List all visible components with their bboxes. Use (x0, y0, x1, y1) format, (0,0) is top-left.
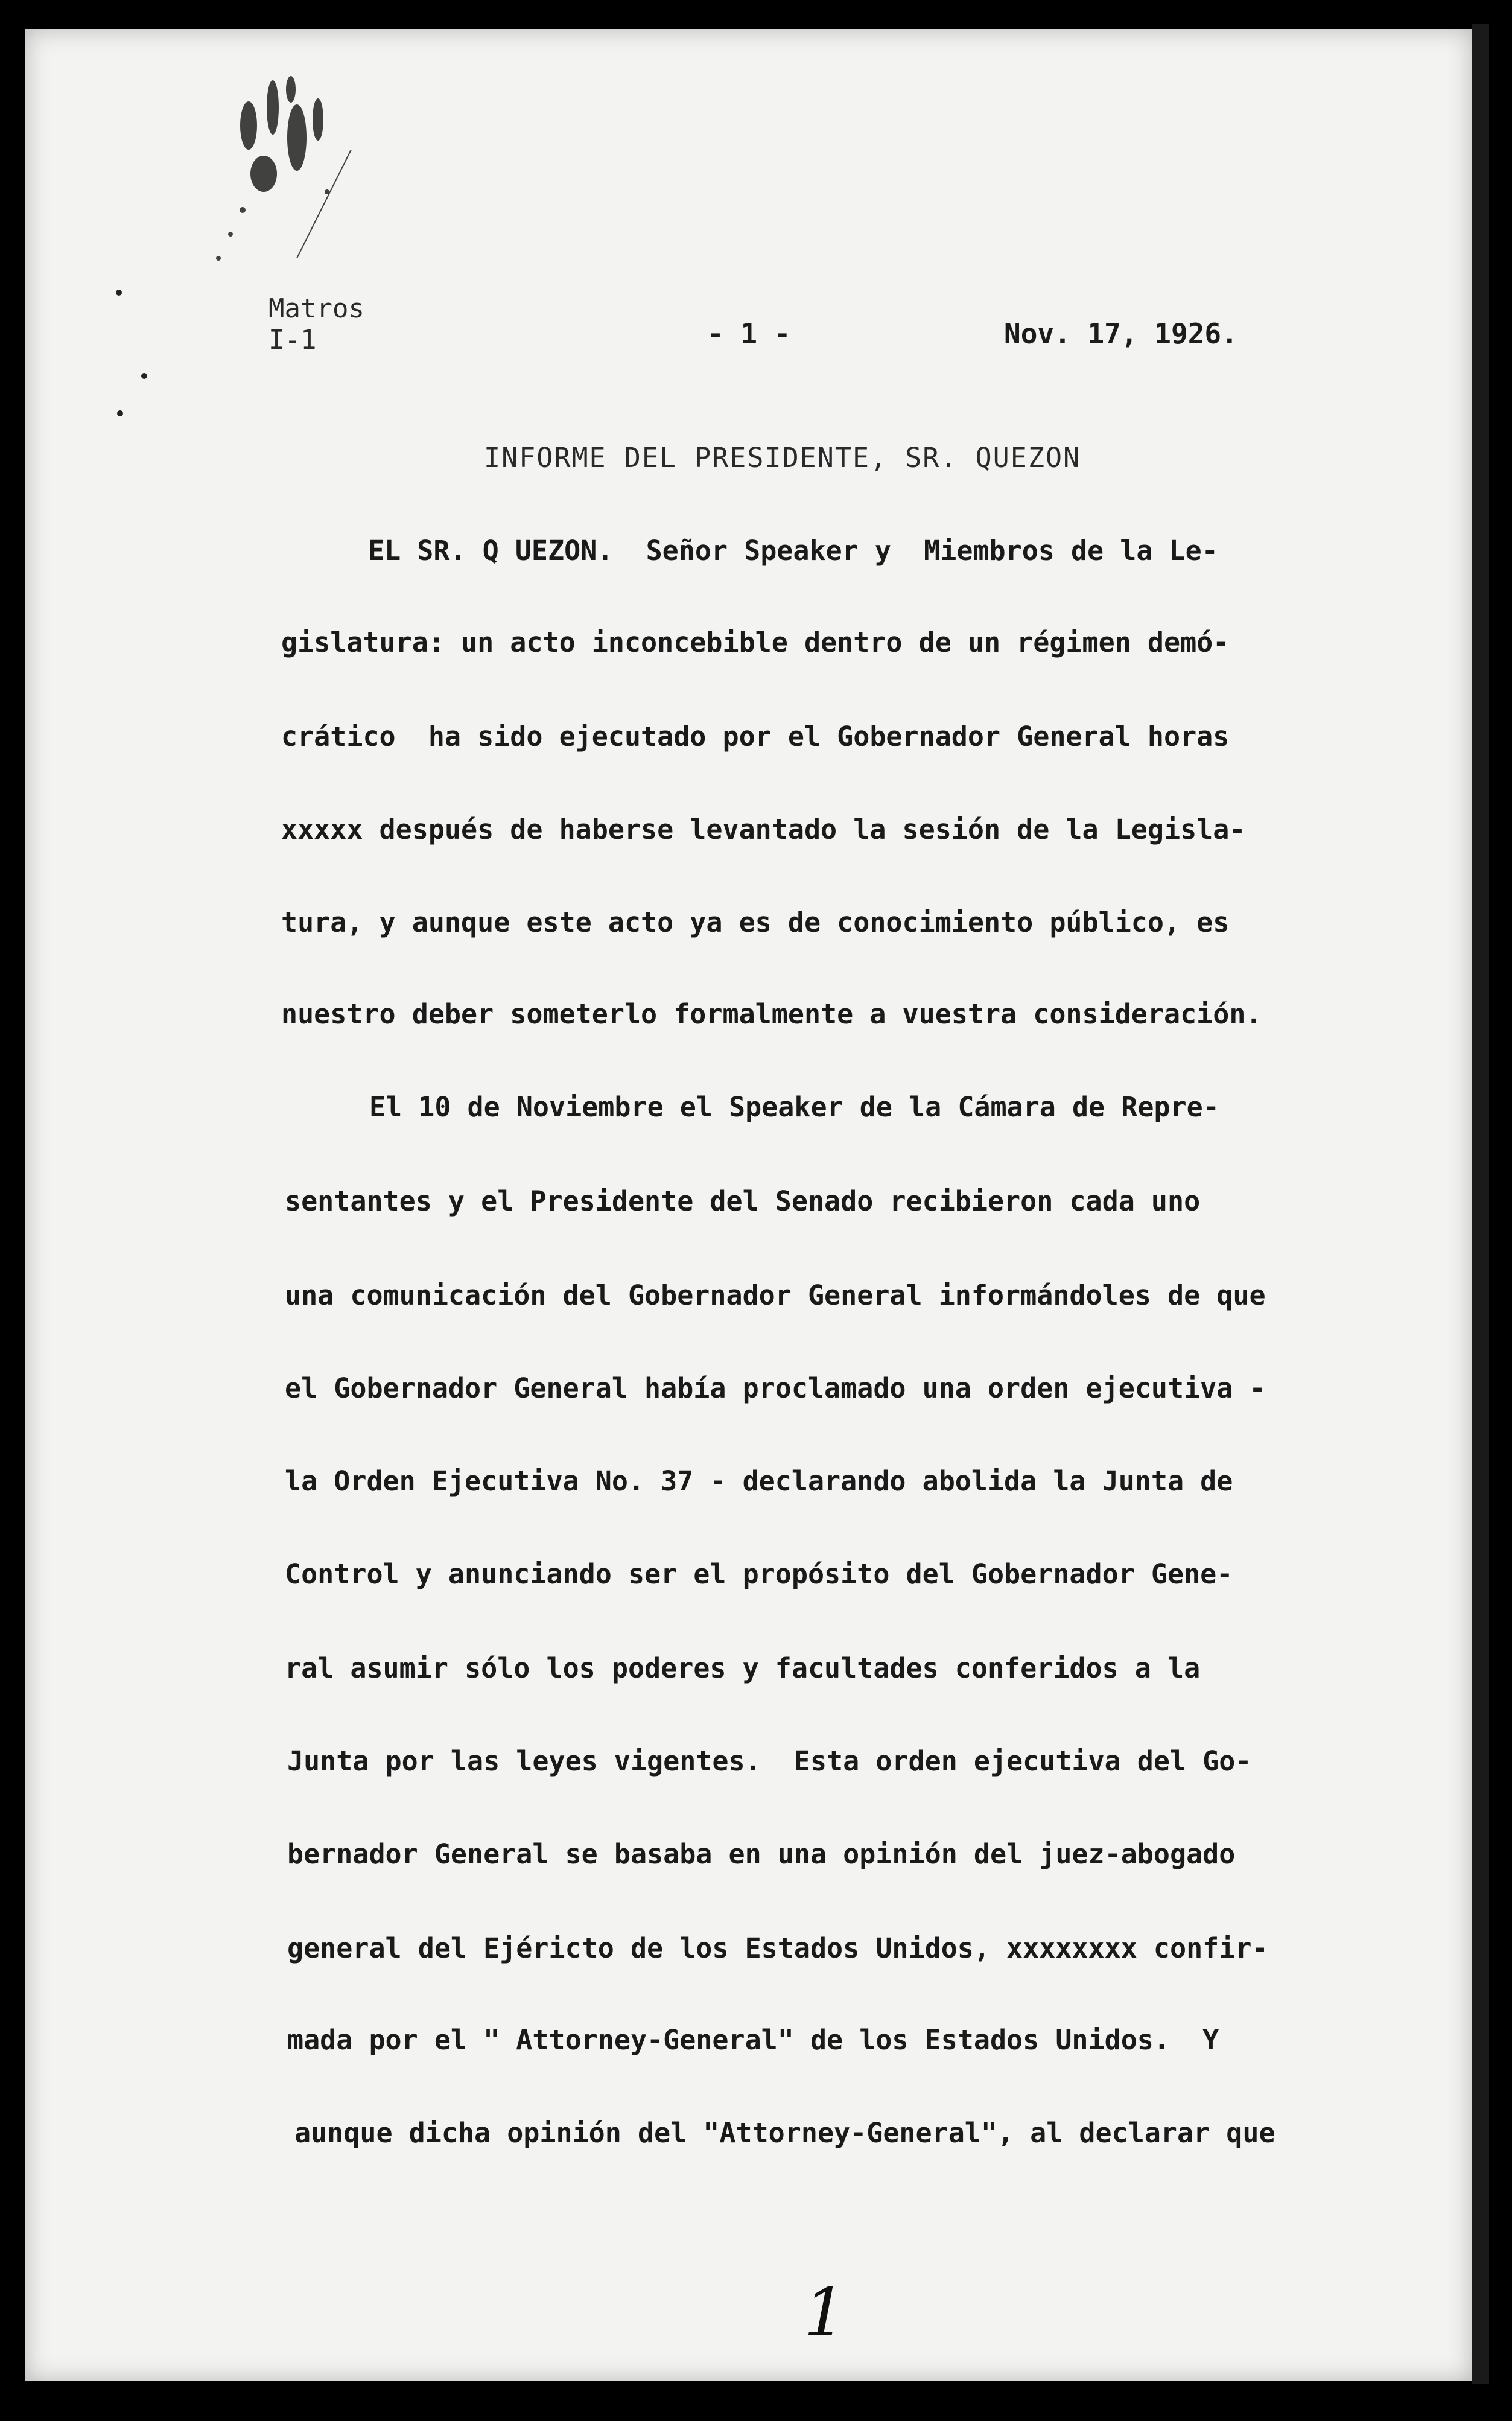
file-reference-line2: I-1 (268, 325, 317, 355)
body-line: ral asumir sólo los poderes y facultades conferidos a la (285, 1652, 1201, 1684)
body-line: EL SR. Q UEZON. Señor Speaker y Miembros de la Le- (368, 535, 1218, 567)
speck (116, 290, 122, 296)
handwritten-page-number: 1 (804, 2274, 846, 2351)
page-marker: - 1 - (707, 317, 791, 350)
body-line: nuestro deber someterlo formalmente a vuestra consideración. (281, 998, 1262, 1030)
body-line: crático ha sido ejecutado por el Gobernador General horas (281, 721, 1230, 752)
speck (117, 410, 123, 416)
body-line: Junta por las leyes vigentes. Esta orden ejecutiva del Go- (287, 1745, 1252, 1777)
body-line: tura, y aunque este acto ya es de conocimiento público, es (281, 906, 1230, 938)
body-line: general del Ejéricto de los Estados Unidos, xxxxxxxx confir- (287, 1932, 1268, 1964)
file-reference (268, 293, 364, 356)
document-page (25, 29, 1472, 2381)
body-line: El 10 de Noviembre el Speaker de la Cámara de Repre- (369, 1091, 1219, 1123)
body-line: gislatura: un acto inconcebible dentro de un régimen demó- (281, 626, 1230, 658)
ink-smudge (206, 53, 375, 282)
body-line: Control y anunciando ser el propósito del Gobernador Gene- (285, 1558, 1233, 1590)
body-line: sentantes y el Presidente del Senado recibieron cada uno (285, 1185, 1201, 1217)
body-line: xxxxx después de haberse levantado la sesión de la Legisla- (281, 813, 1246, 845)
body-line: una comunicación del Gobernador General informándoles de que (285, 1279, 1266, 1311)
document-title: INFORME DEL PRESIDENTE, SR. QUEZON (484, 442, 1081, 474)
body-line: aunque dicha opinión del "Attorney-General", al declarar que (294, 2117, 1275, 2149)
body-line: bernador General se basaba en una opinión del juez-abogado (287, 1838, 1236, 1870)
document-date: Nov. 17, 1926. (1004, 317, 1238, 350)
page-edge (1472, 24, 1489, 2384)
body-line: el Gobernador General había proclamado una orden ejecutiva - (285, 1372, 1266, 1404)
body-line: la Orden Ejecutiva No. 37 - declarando abolida la Junta de (285, 1465, 1233, 1497)
body-line: mada por el " Attorney-General" de los Estados Unidos. Y (287, 2024, 1219, 2056)
speck (141, 373, 147, 379)
file-reference-line1: Matros (268, 293, 364, 324)
